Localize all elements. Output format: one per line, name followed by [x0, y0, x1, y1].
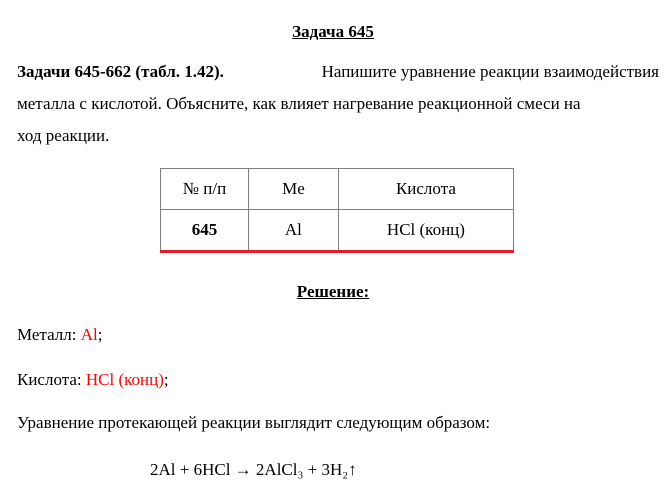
metal-line [17, 325, 102, 345]
acid-value: HCl (конц) [85, 370, 164, 389]
solution-heading: Решение: [296, 282, 370, 301]
task-line-3: ход реакции. [17, 126, 110, 145]
reaction-equation: 2Al + 6HCl → 2AlCl₃ + 3H₂↑ [150, 460, 357, 479]
metal-value: Al [80, 325, 98, 344]
task-line-2: металла с кислотой. Объясните, как влияет нагревание реакционной смеси на [17, 94, 581, 113]
metal-suffix: ; [97, 325, 103, 344]
table-header-metal: Me [248, 169, 338, 210]
equation-intro: Уравнение протекающей реакции выглядит следующим образом: [17, 413, 491, 432]
table-header-acid: Кислота [338, 169, 513, 210]
acid-line [17, 370, 169, 390]
task-statement [17, 56, 659, 152]
table-cell-metal: Al [248, 210, 338, 252]
table-cell-acid: HCl (конц) [338, 210, 513, 252]
task-label: Задачи 645-662 (табл. 1.42). [17, 62, 224, 81]
acid-suffix: ; [163, 370, 169, 389]
variant-table [160, 168, 514, 253]
table-header-number: № п/п [161, 169, 249, 210]
acid-label: Кислота: [17, 370, 86, 389]
page-title: Задача 645 [292, 22, 374, 41]
task-text-1: Напишите уравнение реакции взаимодействия [321, 62, 659, 81]
table-cell-number: 645 [161, 210, 249, 252]
task-line-1 [17, 56, 659, 88]
table-row [161, 210, 514, 252]
metal-label: Металл: [17, 325, 81, 344]
table-header-row [161, 169, 514, 210]
